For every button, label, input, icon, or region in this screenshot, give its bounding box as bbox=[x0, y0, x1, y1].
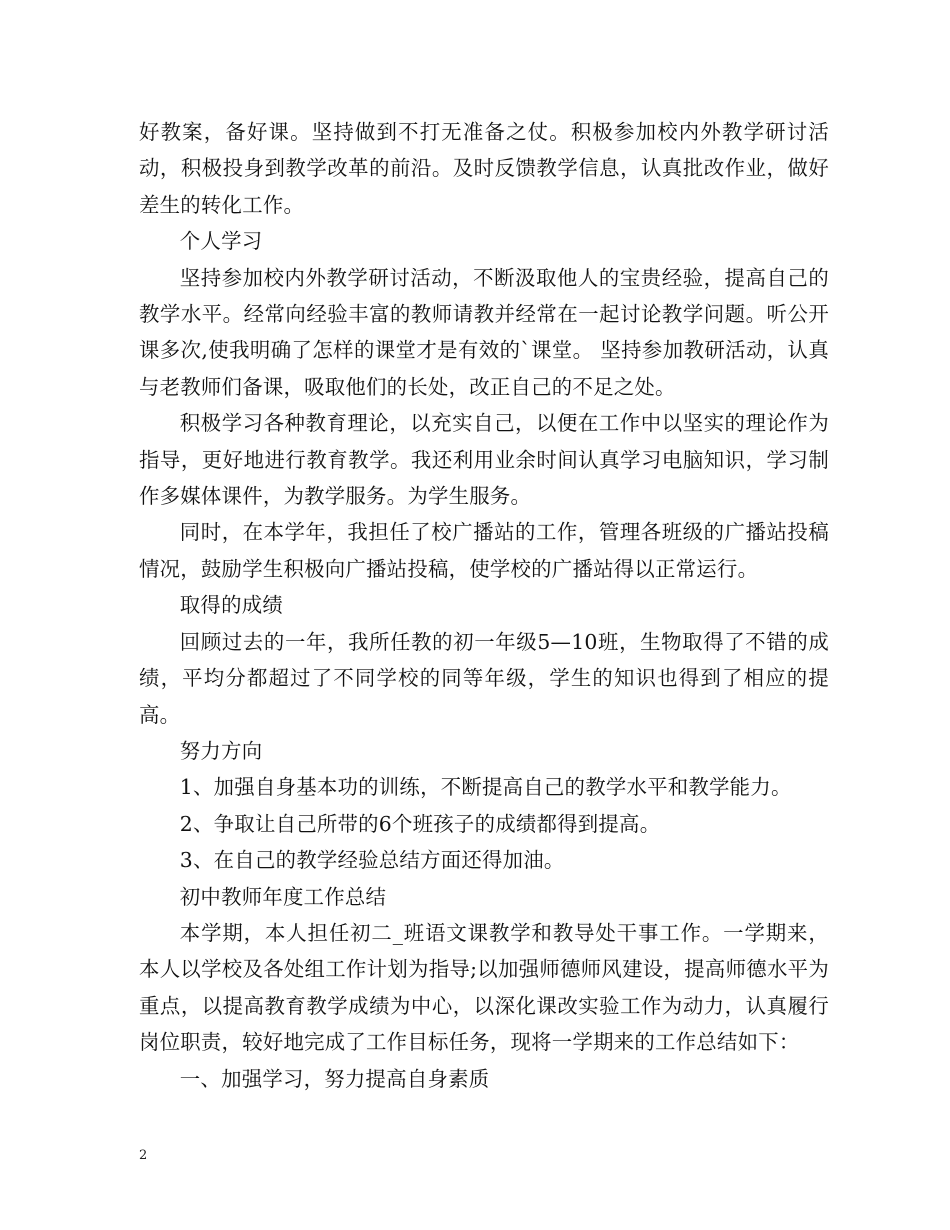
heading-personal-study: 个人学习 bbox=[179, 229, 263, 254]
paragraph-continued: 好教案，备好课。坚持做到不打无准备之仗。积极参加校内外教学研讨活动，积极投身到教学改革的前沿。及时反馈教学信息，认真批改作业，做好差生的转化工作。 bbox=[139, 120, 829, 217]
paragraph: 本学期，本人担任初二_班语文课教学和教导处干事工作。一学期来，本人以学校及各处组工作计划为指导;以加强师德师风建设，提高师德水平为重点，以提高教育教学成绩为中心，以深化课改实验工作为动力，认真履行岗位职责，较好地完成了工作目标任务，现将一学期来的工作总结如下： bbox=[139, 920, 829, 1055]
heading-achievements: 取得的成绩 bbox=[179, 593, 283, 618]
paragraph: 回顾过去的一年，我所任教的初一年级5—10班，生物取得了不错的成绩，平均分都超过了不同学校的同等年级，学生的知识也得到了相应的提高。 bbox=[139, 629, 829, 727]
paragraph: 同时，在本学年，我担任了校广播站的工作，管理各班级的广播站投稿情况，鼓励学生积极向广播站投稿，使学校的广播站得以正常运行。 bbox=[139, 520, 829, 581]
body-text bbox=[139, 114, 829, 1097]
section-title: 初中教师年度工作总结 bbox=[179, 884, 387, 909]
paragraph: 积极学习各种教育理论，以充实自己，以便在工作中以坚实的理论作为指导，更好地进行教育教学。我还利用业余时间认真学习电脑知识，学习制作多媒体课件，为教学服务。为学生服务。 bbox=[139, 411, 829, 509]
section-heading: 一、加强学习，努力提高自身素质 bbox=[179, 1066, 490, 1091]
list-item: 3、在自己的教学经验总结方面还得加油。 bbox=[179, 848, 565, 873]
list-item: 2、争取让自己所带的6个班孩子的成绩都得到提高。 bbox=[179, 811, 661, 836]
heading-direction: 努力方向 bbox=[179, 738, 263, 763]
page-number: 2 bbox=[139, 1148, 148, 1163]
paragraph: 坚持参加校内外教学研讨活动，不断汲取他人的宝贵经验，提高自己的教学水平。经常向经验丰富的教师请教并经常在一起讨论教学问题。听公开课多次,使我明确了怎样的课堂才是有效的`课堂。 坚持参加教研活动，认真与老教师们备课，吸取他们的长处，改正自己的不足之处。 bbox=[139, 265, 829, 399]
list-item: 1、加强自身基本功的训练，不断提高自己的教学水平和教学能力。 bbox=[179, 775, 792, 800]
